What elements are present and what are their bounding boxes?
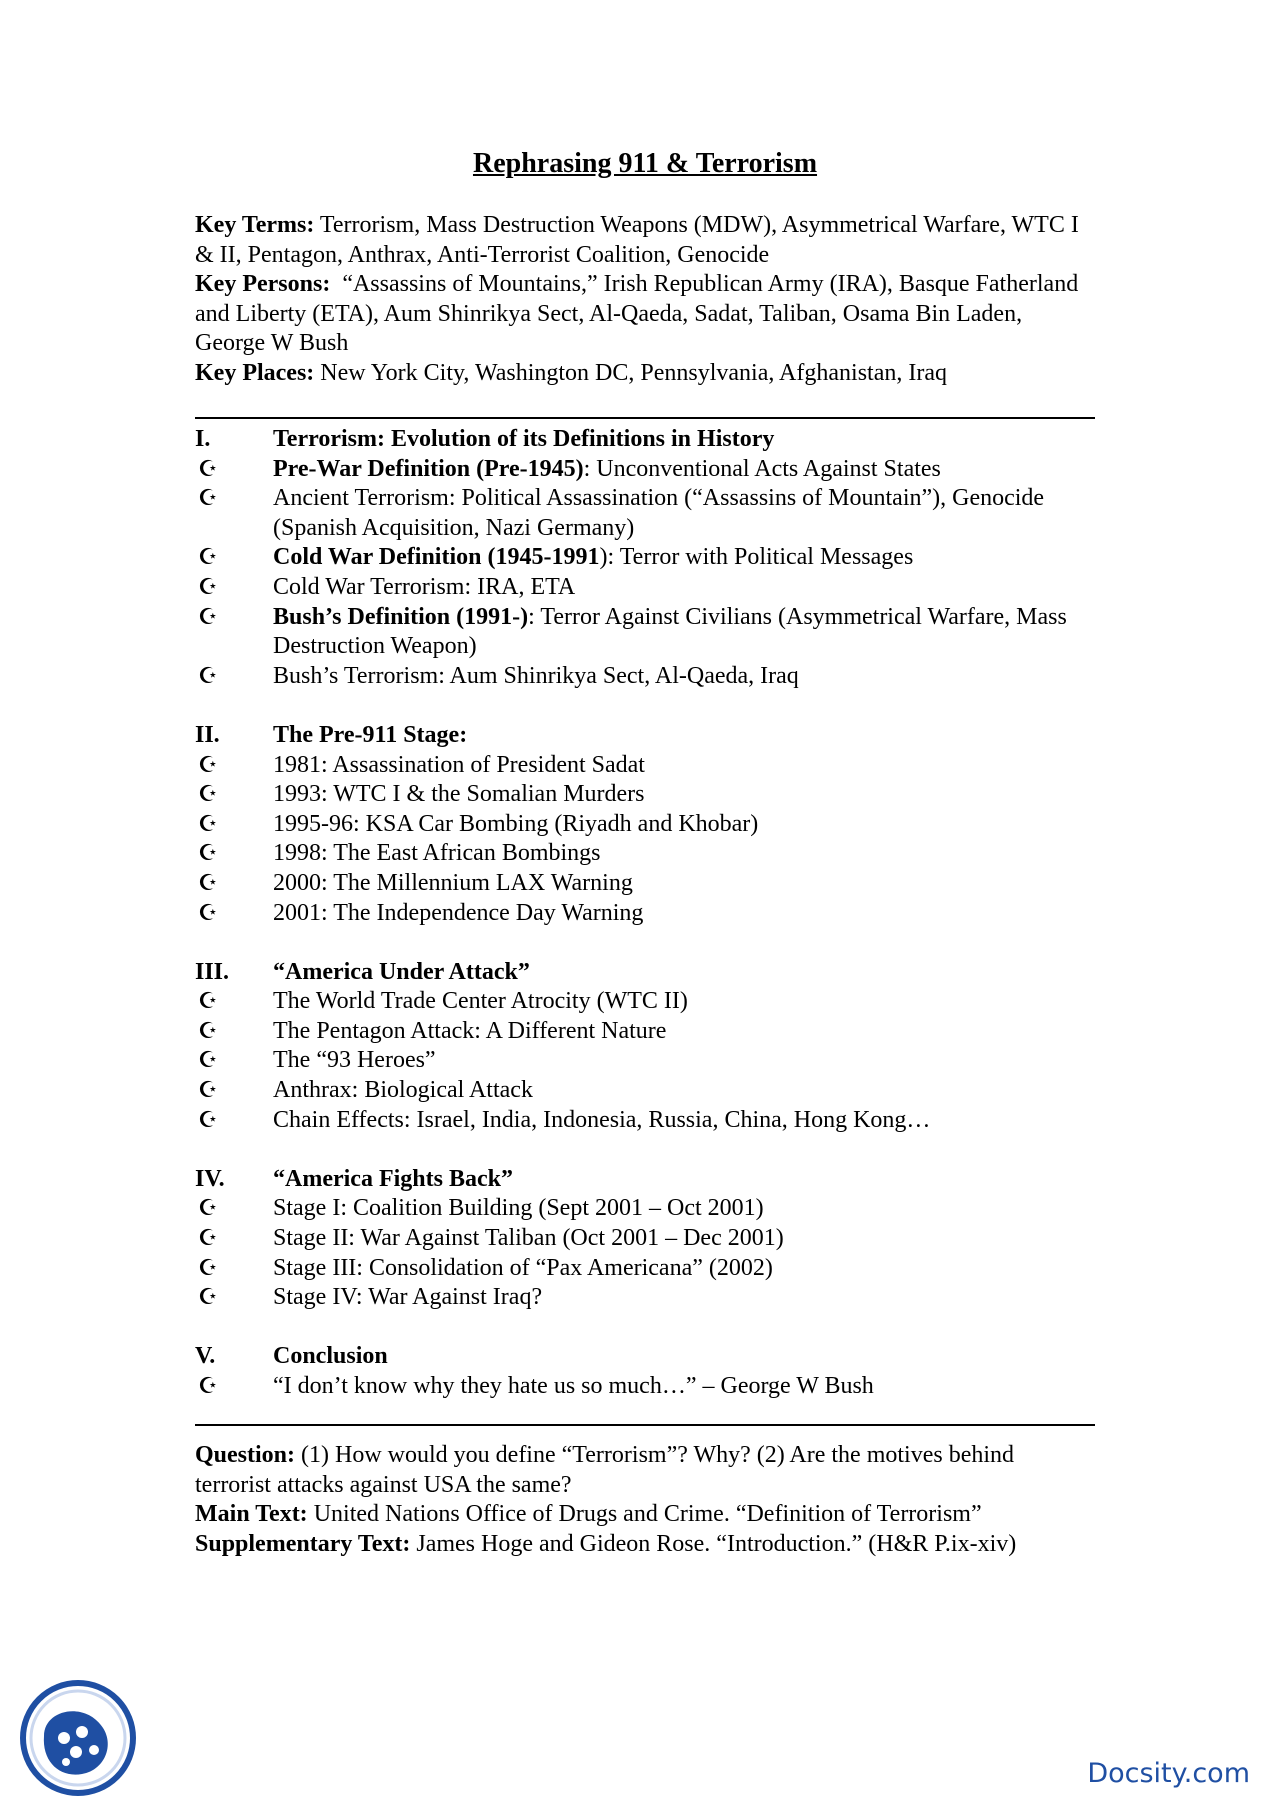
- list-item: [195, 1254, 1095, 1284]
- crescent-bullet-icon: ☪: [198, 1196, 218, 1222]
- list-item: [195, 543, 1095, 573]
- section-numeral: II.: [195, 721, 220, 748]
- question-value: (1) How would you define “Terrorism”? Why? (2) Are the motives behind terrorist attacks against USA the same?: [195, 1442, 1015, 1498]
- outline-section: [195, 425, 1095, 691]
- list-item: [195, 1046, 1095, 1076]
- item-bold-text: Pre-War Definition (Pre-1945): [273, 455, 584, 482]
- section-heading-row: [195, 1342, 1095, 1372]
- outline-section: [195, 958, 1095, 1136]
- section-heading: “America Under Attack”: [273, 958, 530, 985]
- page-title: Rephrasing 911 & Terrorism: [472, 148, 818, 179]
- outline: [195, 425, 1095, 1431]
- list-item: [195, 839, 1095, 869]
- docsity-brand-link[interactable]: Docsity.com: [1087, 1758, 1250, 1789]
- list-item: [195, 1076, 1095, 1106]
- key-info-block: [195, 211, 1095, 389]
- crescent-bullet-icon: ☪: [198, 1018, 218, 1044]
- item-text: : Unconventional Acts Against States: [583, 455, 941, 482]
- crescent-bullet-icon: ☪: [198, 841, 218, 867]
- question: [195, 1441, 1095, 1500]
- docsity-logo-icon[interactable]: [20, 1680, 136, 1796]
- list-item: [195, 987, 1095, 1017]
- section-heading-row: [195, 1165, 1095, 1195]
- section-heading: Terrorism: Evolution of its Definitions in History: [273, 426, 775, 452]
- key-terms-value: Terrorism, Mass Destruction Weapons (MDW), Asymmetrical Warfare, WTC I & II, Pentagon, Anthrax, Anti-Terrorist Coalition, Genocide: [195, 212, 1079, 268]
- item-text: “I don’t know why they hate us so much…” – George W Bush: [273, 1373, 874, 1399]
- footer-block: [195, 1441, 1095, 1559]
- supplementary-text: [195, 1530, 1095, 1560]
- item-text: Ancient Terrorism: Political Assassination (“Assassins of Mountain”), Genocide (Spanish Acquisition, Nazi Germany): [273, 485, 1045, 541]
- main-text: [195, 1500, 1095, 1530]
- bottom-divider: [195, 1424, 1095, 1426]
- supplementary-label: Supplementary Text:: [195, 1530, 411, 1557]
- item-text: ): Terror with Political Messages: [599, 544, 914, 571]
- crescent-bullet-icon: ☪: [198, 456, 218, 482]
- section-heading: The Pre-911 Stage:: [273, 721, 468, 748]
- crescent-bullet-icon: ☪: [198, 811, 218, 837]
- outline-section: [195, 1165, 1095, 1313]
- list-item: [195, 1017, 1095, 1047]
- section-heading-row: [195, 425, 1095, 455]
- crescent-bullet-icon: ☪: [198, 870, 218, 896]
- crescent-bullet-icon: ☪: [198, 1226, 218, 1252]
- item-text: Stage IV: War Against Iraq?: [273, 1284, 543, 1311]
- top-divider: [195, 417, 1095, 419]
- crescent-bullet-icon: ☪: [198, 1374, 218, 1399]
- list-item: [195, 484, 1095, 543]
- item-text: 1981: Assassination of President Sadat: [273, 751, 645, 778]
- crescent-bullet-icon: ☪: [198, 604, 218, 630]
- crescent-bullet-icon: ☪: [198, 900, 218, 926]
- key-places-label: Key Places:: [195, 359, 315, 386]
- item-text: Anthrax: Biological Attack: [273, 1077, 533, 1104]
- item-text: 2000: The Millennium LAX Warning: [273, 869, 633, 896]
- item-text: : Terror Against Civilians (Asymmetrical Warfare, Mass Destruction Weapon): [273, 603, 1067, 660]
- list-item: [195, 1283, 1095, 1313]
- list-item: [195, 899, 1095, 929]
- crescent-bullet-icon: ☪: [198, 1048, 218, 1074]
- list-item: [195, 751, 1095, 781]
- crescent-bullet-icon: ☪: [198, 486, 218, 512]
- crescent-bullet-icon: ☪: [198, 545, 218, 571]
- item-text: Bush’s Terrorism: Aum Shinrikya Sect, Al-Qaeda, Iraq: [273, 662, 799, 689]
- list-item: [195, 455, 1095, 485]
- item-bold-text: Bush’s Definition (1991-): [273, 603, 529, 630]
- item-text: Cold War Terrorism: IRA, ETA: [273, 573, 576, 600]
- key-persons: [195, 270, 1095, 359]
- supplementary-value: James Hoge and Gideon Rose. “Introduction.” (H&R P.ix-xiv): [416, 1530, 1017, 1557]
- item-text: Stage II: War Against Taliban (Oct 2001 – Dec 2001): [273, 1225, 784, 1252]
- section-heading-row: [195, 721, 1095, 751]
- list-item: [195, 662, 1095, 692]
- section-numeral: IV.: [195, 1165, 225, 1192]
- section-heading: “America Fights Back”: [273, 1165, 513, 1192]
- list-item: [195, 1372, 1095, 1402]
- section-numeral: I.: [195, 426, 211, 452]
- list-item: [195, 810, 1095, 840]
- crescent-bullet-icon: ☪: [198, 782, 218, 808]
- key-persons-value: “Assassins of Mountains,” Irish Republican Army (IRA), Basque Fatherland and Liberty (ETA), Aum Shinrikya Sect, Al-Qaeda, Sadat, Taliban, Osama Bin Laden, George W Bush: [195, 271, 1079, 357]
- main-text-label: Main Text:: [195, 1501, 308, 1528]
- outline-section: [195, 721, 1095, 928]
- item-text: Stage I: Coalition Building (Sept 2001 – Oct 2001): [273, 1195, 764, 1222]
- crescent-bullet-icon: ☪: [198, 1285, 218, 1311]
- item-text: The Pentagon Attack: A Different Nature: [273, 1017, 667, 1044]
- crescent-bullet-icon: ☪: [198, 663, 218, 689]
- section-numeral: III.: [195, 958, 230, 985]
- item-text: Stage III: Consolidation of “Pax Americana” (2002): [273, 1254, 773, 1281]
- list-item: [195, 1106, 1095, 1136]
- key-places-value: New York City, Washington DC, Pennsylvania, Afghanistan, Iraq: [320, 359, 947, 386]
- key-terms: [195, 211, 1095, 270]
- main-text-value: United Nations Office of Drugs and Crime. “Definition of Terrorism”: [313, 1501, 982, 1528]
- crescent-bullet-icon: ☪: [198, 752, 218, 778]
- key-places: [195, 359, 1095, 389]
- item-text: The “93 Heroes”: [273, 1047, 436, 1074]
- crescent-bullet-icon: ☪: [198, 574, 218, 600]
- item-text: The World Trade Center Atrocity (WTC II): [273, 988, 688, 1015]
- list-item: [195, 780, 1095, 810]
- section-heading: Conclusion: [273, 1343, 388, 1370]
- item-text: 2001: The Independence Day Warning: [273, 899, 644, 926]
- outline-section: [195, 1342, 1095, 1401]
- question-label: Question:: [195, 1442, 296, 1468]
- crescent-bullet-icon: ☪: [198, 1255, 218, 1281]
- crescent-bullet-icon: ☪: [198, 1107, 218, 1133]
- key-terms-label: Key Terms:: [195, 212, 315, 238]
- item-text: Chain Effects: Israel, India, Indonesia, Russia, China, Hong Kong…: [273, 1106, 931, 1133]
- list-item: [195, 869, 1095, 899]
- item-text: 1998: The East African Bombings: [273, 840, 601, 867]
- section-heading-row: [195, 958, 1095, 988]
- list-item: [195, 603, 1095, 662]
- section-numeral: V.: [195, 1343, 216, 1370]
- key-persons-label: Key Persons:: [195, 271, 331, 298]
- item-bold-text: Cold War Definition (1945-1991: [273, 544, 600, 571]
- list-item: [195, 1224, 1095, 1254]
- crescent-bullet-icon: ☪: [198, 989, 218, 1015]
- list-item: [195, 1194, 1095, 1224]
- crescent-bullet-icon: ☪: [198, 1078, 218, 1104]
- list-item: [195, 573, 1095, 603]
- item-text: 1993: WTC I & the Somalian Murders: [273, 781, 645, 808]
- item-text: 1995-96: KSA Car Bombing (Riyadh and Khobar): [273, 810, 759, 837]
